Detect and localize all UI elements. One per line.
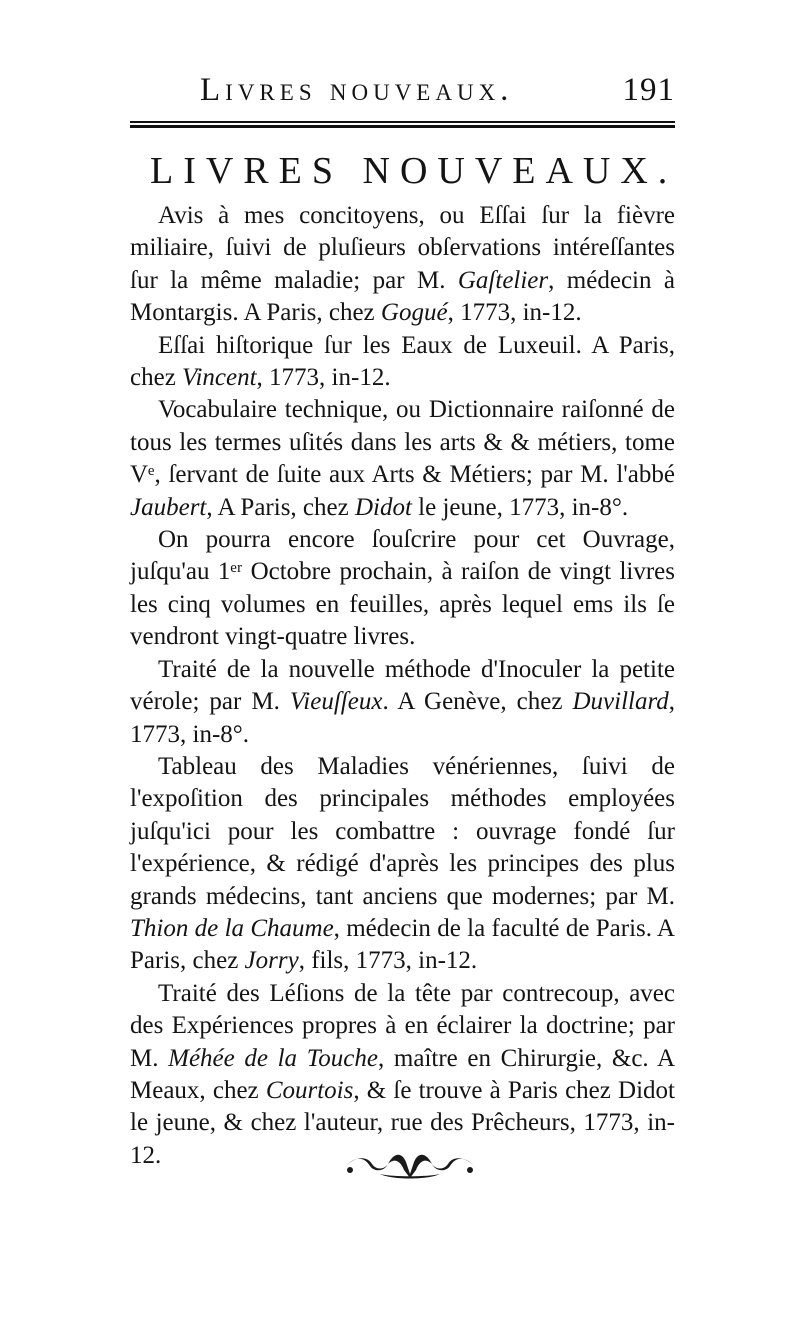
author-name: Méhée de la Touche bbox=[168, 1044, 379, 1072]
entry-text: . A Genève, chez bbox=[382, 688, 573, 716]
entry-text: On pourra encore ſouſcrire pour cet Ouvrage, juſqu'au 1ᵉʳ Octobre prochain, à raiſon de vingt livres les cinq volumes en feuilles, après lequel ems ils ſe vendront vingt-quatre livres. bbox=[130, 526, 675, 651]
book-entry-1 bbox=[130, 200, 675, 330]
publisher-name: Didot bbox=[354, 493, 412, 521]
entry-text: Avis à mes concitoyens, ou Eſſai ſur la fièvre miliaire, ſuivi de pluſieurs obſervations intéreſſantes ſur la même maladie; par M. bbox=[130, 202, 675, 294]
running-head bbox=[130, 70, 675, 110]
printers-ornament-icon bbox=[340, 1148, 480, 1182]
entry-text: Traité de la nouvelle méthode d'Inoculer la petite vérole; par M. bbox=[130, 655, 675, 716]
entry-text: , & ſe trouve à Paris chez Didot le jeune, & chez l'auteur, rue des Prêcheurs, 1773, in-12. bbox=[130, 1076, 675, 1169]
book-entry-5 bbox=[130, 751, 675, 978]
publisher-name: Duvillard bbox=[572, 688, 669, 716]
entry-text: , 1773, in-12. bbox=[256, 364, 391, 392]
author-name: Jaubert bbox=[130, 493, 207, 521]
entry-text: Traité des Léſions de la tête par contrecoup, avec des Expériences propres à en éclairer la doctrine; par M. bbox=[130, 979, 675, 1072]
book-entry-3 bbox=[130, 394, 675, 524]
entry-text: , fils, 1773, in-12. bbox=[298, 947, 478, 975]
publisher-name: Courtois bbox=[265, 1076, 354, 1104]
publisher-name: Jorry bbox=[244, 947, 299, 975]
entry-text: Vocabulaire technique, ou Dictionnaire raiſonné de tous les termes uſités dans les arts & & métiers, tome Vᵉ, ſervant de ſuite aux Arts & Métiers; par M. l'abbé bbox=[130, 396, 675, 489]
header-double-rule bbox=[130, 121, 675, 128]
entry-text: , médecin de la faculté de Paris. A Paris, chez bbox=[130, 914, 675, 975]
entry-text: Eſſai hiſtorique ſur les Eaux de Luxeuil. A Paris, chez bbox=[130, 331, 675, 392]
publisher-name: Gogué bbox=[380, 299, 448, 327]
running-title: Livres nouveaux. bbox=[200, 72, 514, 108]
entry-text: , A Paris, chez bbox=[206, 493, 355, 521]
page-number: 191 bbox=[622, 72, 675, 108]
book-entry-2 bbox=[130, 330, 675, 395]
entry-text: Tableau des Maladies vénériennes, ſuivi de l'expoſition des principales méthodes employées juſqu'ici pour les combattre : ouvrage fondé ſur l'expérience, & rédigé d'après les principes des plus grands médecins, tant anciens que modernes; par M. bbox=[130, 752, 675, 910]
book-listings bbox=[130, 200, 675, 1172]
entry-text: , maître en Chirurgie, &c. A Meaux, chez bbox=[130, 1044, 675, 1104]
entry-text: le jeune, 1773, in-8°. bbox=[411, 493, 629, 521]
section-heading: LIVRES NOUVEAUX. bbox=[150, 150, 678, 192]
subscription-note bbox=[130, 524, 675, 654]
author-name: Vieuſſeux bbox=[289, 688, 383, 716]
book-entry-6 bbox=[130, 978, 675, 1172]
author-name: Thion de la Chaume bbox=[130, 914, 334, 942]
entry-text: , médecin à Montargis. A Paris, chez bbox=[130, 266, 675, 327]
entry-text: , 1773, in-8°. bbox=[130, 688, 676, 748]
book-entry-4 bbox=[130, 654, 675, 751]
author-name: Gaſtelier bbox=[457, 266, 549, 294]
entry-text: , 1773, in-12. bbox=[447, 299, 582, 327]
author-name: Vincent bbox=[182, 364, 257, 392]
